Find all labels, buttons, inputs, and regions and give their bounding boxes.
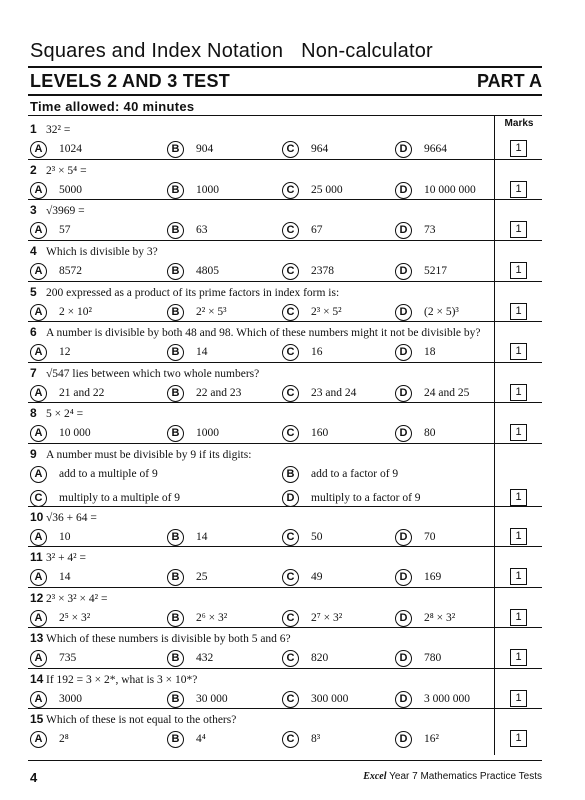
footer-book-title: [363, 771, 542, 782]
option-text: 8³: [311, 733, 321, 746]
question-number: 7: [30, 366, 37, 380]
option-text: 904: [196, 143, 214, 156]
question-separator: [28, 443, 542, 444]
option-text: 5217: [424, 265, 447, 278]
question-separator: [28, 199, 542, 200]
footer-book: Year 7 Mathematics Practice Tests: [389, 771, 542, 782]
mark-box: 1: [510, 568, 527, 585]
option-c[interactable]: [282, 262, 334, 280]
option-b[interactable]: [167, 690, 228, 708]
option-text: 2² × 5³: [196, 306, 227, 319]
option-b[interactable]: [167, 140, 213, 158]
marks-column-divider: [494, 115, 495, 755]
topic-heading: [30, 40, 560, 63]
option-c[interactable]: [282, 690, 348, 708]
option-letter-icon[interactable]: D: [395, 529, 412, 546]
option-d[interactable]: [395, 221, 436, 239]
option-letter-icon[interactable]: A: [30, 650, 47, 667]
option-text: 2⁸: [59, 733, 69, 746]
question-stem: [30, 447, 251, 461]
option-text: 5000: [59, 184, 82, 197]
question-number: 1: [30, 122, 37, 136]
option-d[interactable]: [395, 343, 436, 361]
mark-box: 1: [510, 181, 527, 198]
option-text: 3000: [59, 693, 82, 706]
option-letter-icon[interactable]: A: [30, 425, 47, 442]
mark-box: 1: [510, 343, 527, 360]
option-letter-icon[interactable]: B: [167, 569, 184, 586]
question-text: A number is divisible by both 48 and 98. Which of these numbers might it not be divisible by?: [46, 327, 481, 339]
question-stem: [30, 285, 339, 299]
mark-box: 1: [510, 384, 527, 401]
option-text: 169: [424, 571, 442, 584]
option-letter-icon[interactable]: D: [395, 344, 412, 361]
question-text: 3² + 4² =: [46, 552, 86, 564]
time-allowed: Time allowed: 40 minutes: [30, 99, 195, 114]
option-text: 12: [59, 346, 71, 359]
option-d[interactable]: [282, 489, 421, 507]
mark-box: 1: [510, 140, 527, 157]
option-text: 25 000: [311, 184, 343, 197]
option-letter-icon[interactable]: B: [167, 731, 184, 748]
option-text: 23 and 24: [311, 387, 357, 400]
question-text: √36 + 64 =: [46, 512, 97, 524]
option-text: 4⁴: [196, 733, 206, 746]
option-text: 1000: [196, 184, 219, 197]
option-letter-icon[interactable]: A: [30, 182, 47, 199]
option-d[interactable]: [395, 730, 439, 748]
question-text: 2³ × 5⁴ =: [46, 165, 87, 177]
option-letter-icon[interactable]: B: [167, 385, 184, 402]
question-separator: [28, 281, 542, 282]
option-letter-icon[interactable]: C: [282, 610, 299, 627]
option-letter-icon[interactable]: A: [30, 222, 47, 239]
option-text: 24 and 25: [424, 387, 470, 400]
option-d[interactable]: [395, 690, 470, 708]
option-text: 10 000: [59, 427, 91, 440]
question-stem: [30, 591, 107, 605]
option-text: 14: [59, 571, 71, 584]
question-text: 2³ × 3² × 4² =: [46, 593, 108, 605]
mark-box: 1: [510, 730, 527, 747]
question-stem: [30, 406, 83, 420]
option-letter-icon[interactable]: B: [167, 425, 184, 442]
option-a[interactable]: [30, 690, 82, 708]
option-text: 1000: [196, 427, 219, 440]
question-number: 8: [30, 406, 37, 420]
option-letter-icon[interactable]: B: [167, 263, 184, 280]
header-rule-top: [28, 66, 542, 68]
header-rule-bottom: [28, 94, 542, 96]
option-c[interactable]: [282, 528, 323, 546]
option-b[interactable]: [167, 181, 219, 199]
option-letter-icon[interactable]: A: [30, 610, 47, 627]
question-text: If 192 = 3 × 2*, what is 3 × 10*?: [46, 674, 198, 686]
option-a[interactable]: [30, 568, 71, 586]
option-text: 9664: [424, 143, 447, 156]
option-text: add to a factor of 9: [311, 468, 399, 481]
option-text: 10 000 000: [424, 184, 476, 197]
option-d[interactable]: [395, 181, 476, 199]
option-b[interactable]: [167, 528, 208, 546]
question-separator: [28, 627, 542, 628]
option-letter-icon[interactable]: D: [395, 385, 412, 402]
option-c[interactable]: [282, 568, 323, 586]
topic-title: Squares and Index Notation: [30, 40, 284, 62]
option-b[interactable]: [167, 649, 213, 667]
option-text: 2378: [311, 265, 334, 278]
option-letter-icon[interactable]: C: [282, 650, 299, 667]
question-stem: [30, 510, 97, 524]
question-stem: [30, 203, 85, 217]
question-text: √547 lies between which two whole numbers?: [46, 368, 260, 380]
option-text: 3 000 000: [424, 693, 470, 706]
option-c[interactable]: [282, 303, 342, 321]
option-text: 2³ × 5²: [311, 306, 342, 319]
mark-box: 1: [510, 303, 527, 320]
option-b[interactable]: [167, 384, 241, 402]
option-a[interactable]: [30, 221, 71, 239]
option-a[interactable]: [30, 181, 82, 199]
question-stem: [30, 325, 481, 339]
question-stem: [30, 550, 86, 564]
option-a[interactable]: [30, 343, 71, 361]
option-text: 10: [59, 531, 71, 544]
option-c[interactable]: [282, 343, 323, 361]
option-text: add to a multiple of 9: [59, 468, 158, 481]
option-a[interactable]: [30, 424, 91, 442]
question-number: 5: [30, 285, 37, 299]
option-letter-icon[interactable]: A: [30, 466, 47, 483]
test-title: LEVELS 2 AND 3 TEST: [30, 71, 231, 91]
option-letter-icon[interactable]: C: [282, 691, 299, 708]
option-b[interactable]: [167, 568, 208, 586]
option-letter-icon[interactable]: B: [167, 304, 184, 321]
option-a[interactable]: [30, 140, 82, 158]
option-letter-icon[interactable]: B: [282, 466, 299, 483]
marks-header: Marks: [504, 118, 534, 129]
option-letter-icon[interactable]: B: [167, 141, 184, 158]
option-letter-icon[interactable]: D: [395, 425, 412, 442]
option-a[interactable]: [30, 384, 104, 402]
option-letter-icon[interactable]: A: [30, 263, 47, 280]
option-letter-icon[interactable]: B: [167, 691, 184, 708]
option-b[interactable]: [167, 303, 227, 321]
option-letter-icon[interactable]: A: [30, 344, 47, 361]
option-text: 21 and 22: [59, 387, 105, 400]
option-letter-icon[interactable]: D: [395, 304, 412, 321]
option-text: 1024: [59, 143, 82, 156]
option-d[interactable]: [395, 609, 455, 627]
question-number: 2: [30, 163, 37, 177]
option-text: 14: [196, 531, 208, 544]
option-letter-icon[interactable]: D: [395, 691, 412, 708]
option-b[interactable]: [167, 221, 208, 239]
option-letter-icon[interactable]: A: [30, 385, 47, 402]
option-c[interactable]: [282, 649, 328, 667]
option-b[interactable]: [282, 465, 398, 483]
question-text: Which of these is not equal to the others?: [46, 714, 237, 726]
page-number: 4: [30, 770, 38, 785]
option-letter-icon[interactable]: C: [282, 141, 299, 158]
option-c[interactable]: [282, 609, 342, 627]
option-letter-icon[interactable]: C: [282, 425, 299, 442]
option-text: 300 000: [311, 693, 349, 706]
question-stem: [30, 672, 197, 686]
question-separator: [28, 708, 542, 709]
question-text: √3969 =: [46, 205, 85, 217]
option-letter-icon[interactable]: B: [167, 182, 184, 199]
option-letter-icon[interactable]: C: [282, 344, 299, 361]
question-text: 5 × 2⁴ =: [46, 408, 84, 420]
option-d[interactable]: [395, 528, 436, 546]
option-text: 16: [311, 346, 323, 359]
option-letter-icon[interactable]: A: [30, 569, 47, 586]
option-d[interactable]: [395, 649, 441, 667]
option-letter-icon[interactable]: B: [167, 344, 184, 361]
question-text: Which of these numbers is divisible by both 5 and 6?: [46, 633, 291, 645]
option-text: 735: [59, 652, 77, 665]
option-b[interactable]: [167, 730, 206, 748]
option-d[interactable]: [395, 384, 469, 402]
option-letter-icon[interactable]: D: [282, 490, 299, 507]
mark-box: 1: [510, 528, 527, 545]
option-text: 432: [196, 652, 214, 665]
option-letter-icon[interactable]: D: [395, 650, 412, 667]
question-separator: [28, 546, 542, 547]
option-text: 16²: [424, 733, 439, 746]
question-separator: [28, 402, 542, 403]
mark-box: 1: [510, 690, 527, 707]
topic-subtitle: Non-calculator: [301, 40, 433, 62]
option-text: 8572: [59, 265, 82, 278]
question-separator: [28, 362, 542, 363]
option-letter-icon[interactable]: B: [167, 222, 184, 239]
option-text: 22 and 23: [196, 387, 242, 400]
question-number: 6: [30, 325, 37, 339]
option-c[interactable]: [282, 221, 323, 239]
question-number: 10: [30, 510, 44, 524]
option-b[interactable]: [167, 262, 219, 280]
question-separator: [28, 668, 542, 669]
option-letter-icon[interactable]: C: [282, 385, 299, 402]
question-number: 12: [30, 591, 44, 605]
mark-box: 1: [510, 489, 527, 506]
option-c[interactable]: [282, 384, 356, 402]
option-text: 4805: [196, 265, 219, 278]
question-number: 14: [30, 672, 44, 686]
question-stem: [30, 631, 291, 645]
option-a[interactable]: [30, 303, 92, 321]
option-letter-icon[interactable]: A: [30, 529, 47, 546]
question-text: 32² =: [46, 124, 71, 136]
question-stem: [30, 122, 70, 136]
footer-rule: [28, 760, 542, 761]
option-text: 49: [311, 571, 323, 584]
question-number: 11: [30, 550, 43, 564]
option-letter-icon[interactable]: D: [395, 610, 412, 627]
option-letter-icon[interactable]: C: [282, 529, 299, 546]
option-letter-icon[interactable]: C: [282, 569, 299, 586]
part-label: PART A: [477, 71, 542, 91]
question-separator: [28, 506, 542, 507]
option-letter-icon[interactable]: C: [30, 490, 47, 507]
option-d[interactable]: [395, 303, 459, 321]
option-letter-icon[interactable]: C: [282, 182, 299, 199]
mark-box: 1: [510, 221, 527, 238]
option-text: 25: [196, 571, 208, 584]
option-a[interactable]: [30, 609, 90, 627]
mark-box: 1: [510, 649, 527, 666]
question-stem: [30, 244, 158, 258]
question-number: 4: [30, 244, 37, 258]
option-text: 2⁵ × 3²: [59, 612, 91, 625]
option-letter-icon[interactable]: C: [282, 304, 299, 321]
question-separator: [28, 159, 542, 160]
option-letter-icon[interactable]: D: [395, 222, 412, 239]
question-separator: [28, 587, 542, 588]
option-text: multiply to a factor of 9: [311, 492, 421, 505]
option-d[interactable]: [395, 262, 447, 280]
option-a[interactable]: [30, 730, 69, 748]
option-b[interactable]: [167, 424, 219, 442]
mark-box: 1: [510, 609, 527, 626]
option-text: 70: [424, 531, 436, 544]
option-text: 160: [311, 427, 329, 440]
option-letter-icon[interactable]: C: [282, 263, 299, 280]
option-letter-icon[interactable]: C: [282, 222, 299, 239]
option-d[interactable]: [395, 424, 436, 442]
option-c[interactable]: [282, 181, 343, 199]
question-text: Which is divisible by 3?: [46, 246, 158, 258]
question-stem: [30, 366, 259, 380]
question-separator: [28, 240, 542, 241]
question-number: 13: [30, 631, 44, 645]
option-text: 820: [311, 652, 329, 665]
question-stem: [30, 163, 87, 177]
option-letter-icon[interactable]: A: [30, 141, 47, 158]
question-text: A number must be divisible by 9 if its digits:: [46, 449, 252, 461]
option-text: 57: [59, 224, 71, 237]
question-stem: [30, 712, 236, 726]
table-top-rule: [28, 115, 542, 116]
option-a[interactable]: [30, 528, 71, 546]
option-text: 67: [311, 224, 323, 237]
option-letter-icon[interactable]: D: [395, 141, 412, 158]
option-a[interactable]: [30, 649, 76, 667]
option-text: 2⁶ × 3²: [196, 612, 228, 625]
option-text: (2 × 5)³: [424, 306, 459, 319]
option-text: 964: [311, 143, 329, 156]
option-letter-icon[interactable]: B: [167, 529, 184, 546]
option-d[interactable]: [395, 568, 441, 586]
option-letter-icon[interactable]: A: [30, 731, 47, 748]
question-separator: [28, 321, 542, 322]
question-text: 200 expressed as a product of its prime factors in index form is:: [46, 287, 340, 299]
option-b[interactable]: [167, 343, 208, 361]
option-d[interactable]: [395, 140, 447, 158]
option-a[interactable]: [30, 262, 82, 280]
option-b[interactable]: [167, 609, 227, 627]
option-letter-icon[interactable]: D: [395, 731, 412, 748]
option-text: 780: [424, 652, 442, 665]
option-letter-icon[interactable]: A: [30, 691, 47, 708]
option-letter-icon[interactable]: B: [167, 650, 184, 667]
option-text: 50: [311, 531, 323, 544]
test-title-row: [30, 71, 542, 95]
option-text: 2⁸ × 3²: [424, 612, 456, 625]
option-c[interactable]: [282, 730, 320, 748]
option-letter-icon[interactable]: D: [395, 569, 412, 586]
option-c[interactable]: [282, 140, 328, 158]
option-text: 2 × 10²: [59, 306, 92, 319]
option-letter-icon[interactable]: C: [282, 731, 299, 748]
option-c[interactable]: [30, 489, 180, 507]
option-letter-icon[interactable]: D: [395, 182, 412, 199]
option-text: multiply to a multiple of 9: [59, 492, 181, 505]
option-letter-icon[interactable]: B: [167, 610, 184, 627]
option-letter-icon[interactable]: D: [395, 263, 412, 280]
footer-brand: Excel: [363, 771, 387, 782]
option-c[interactable]: [282, 424, 328, 442]
option-text: 63: [196, 224, 208, 237]
option-text: 80: [424, 427, 436, 440]
option-text: 2⁷ × 3²: [311, 612, 343, 625]
option-text: 30 000: [196, 693, 228, 706]
question-number: 3: [30, 203, 37, 217]
question-number: 9: [30, 447, 37, 461]
question-number: 15: [30, 712, 44, 726]
mark-box: 1: [510, 424, 527, 441]
option-letter-icon[interactable]: A: [30, 304, 47, 321]
option-text: 18: [424, 346, 436, 359]
mark-box: 1: [510, 262, 527, 279]
option-text: 73: [424, 224, 436, 237]
option-text: 14: [196, 346, 208, 359]
option-a[interactable]: [30, 465, 158, 483]
